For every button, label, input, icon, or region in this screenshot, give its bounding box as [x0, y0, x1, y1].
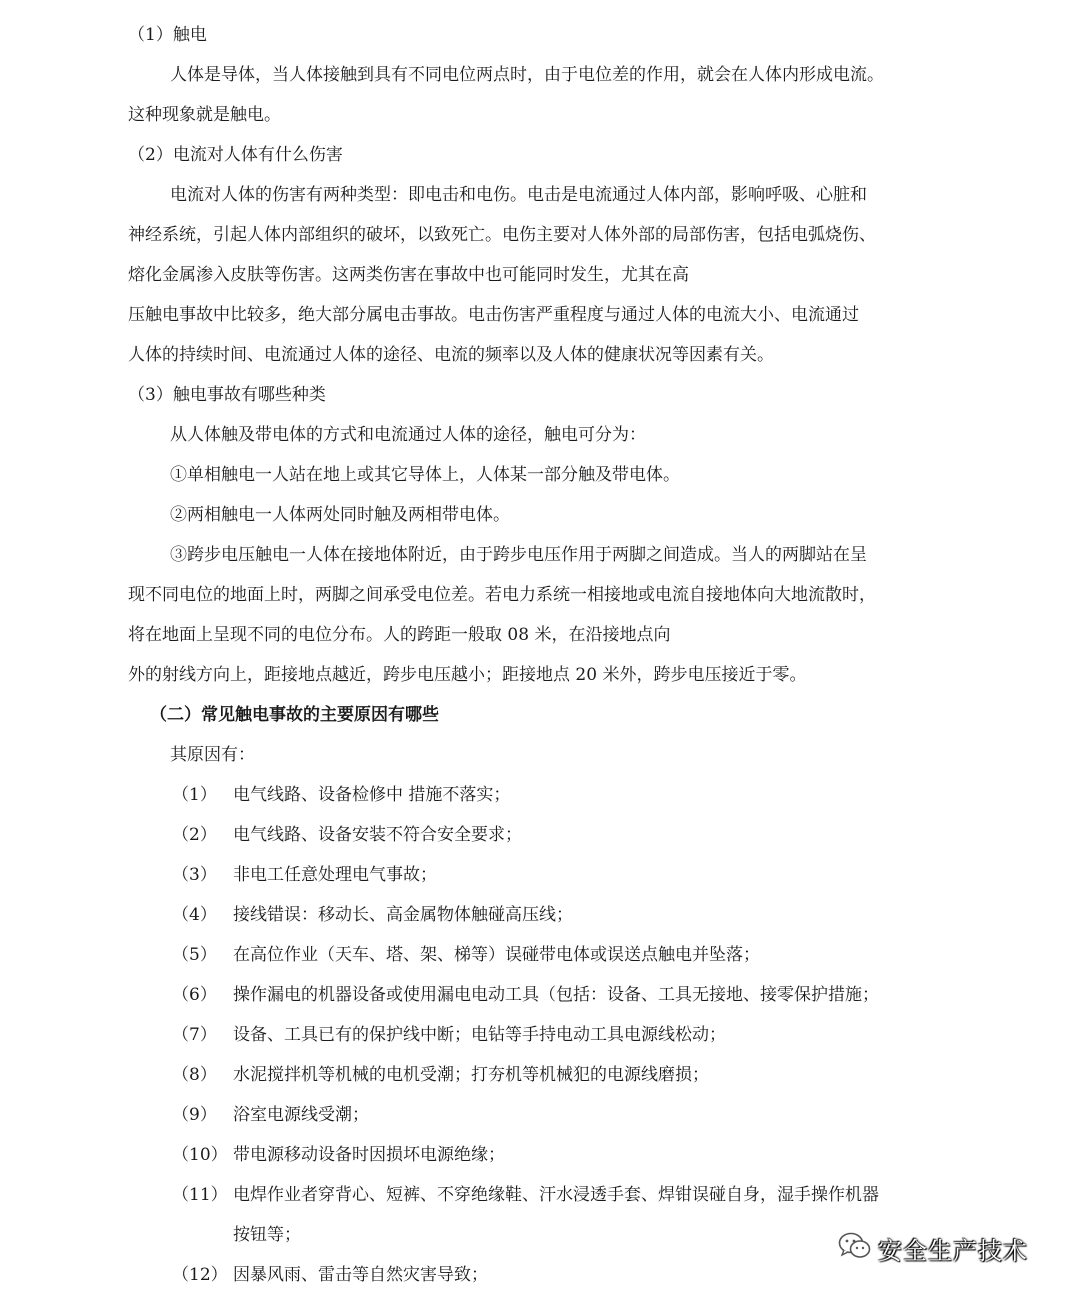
paragraph-line: 电流对人体的伤害有两种类型：即电击和电伤。电击是电流通过人体内部，影响呼吸、心脏和	[170, 185, 867, 205]
list-item-text: 电焊作业者穿背心、短裤、不穿绝缘鞋、汗水浸透手套、焊钳误碰自身，湿手操作机器	[233, 1185, 879, 1205]
list-item-text: 因暴风雨、雷击等自然灾害导致；	[233, 1265, 488, 1285]
list-item-text: 带电源移动设备时因损坏电源绝缘；	[233, 1145, 505, 1165]
list-item-number: （7）	[172, 1025, 217, 1045]
list-item-number: （10）	[172, 1145, 228, 1165]
list-item-text: 浴室电源线受潮；	[233, 1105, 369, 1125]
heading-1-electric-shock: （1）触电	[128, 25, 207, 45]
list-item-text: 电气线路、设备检修中 措施不落实；	[233, 785, 511, 805]
paragraph-line: 神经系统，引起人体内部组织的破坏，以致死亡。电伤主要对人体外部的局部伤害，包括电弧烧伤、	[128, 225, 876, 245]
paragraph-line: ②两相触电一人体两处同时触及两相带电体。	[170, 505, 510, 525]
list-item-number: （2）	[172, 825, 217, 845]
paragraph-line: 将在地面上呈现不同的电位分布。人的跨距一般取 08 米，在沿接地点向	[128, 625, 671, 645]
list-item-text: 接线错误：移动长、高金属物体触碰高压线；	[233, 905, 573, 925]
list-item-text: 水泥搅拌机等机械的电机受潮；打夯机等机械犯的电源线磨损；	[233, 1065, 709, 1085]
list-item-number: （5）	[172, 945, 217, 965]
list-item-text: 电气线路、设备安装不符合安全要求；	[233, 825, 522, 845]
list-item-number: （8）	[172, 1065, 217, 1085]
list-item-text: 设备、工具已有的保护线中断；电钻等手持电动工具电源线松动；	[233, 1025, 726, 1045]
paragraph-line: 人体是导体，当人体接触到具有不同电位两点时，由于电位差的作用，就会在人体内形成电流。	[170, 65, 884, 85]
list-item-text: 在高位作业（天车、塔、架、梯等）误碰带电体或误送点触电并坠落；	[233, 945, 760, 965]
paragraph-line: 其原因有：	[170, 745, 255, 765]
list-item-text: 非电工任意处理电气事故；	[233, 865, 437, 885]
list-item-number: （12）	[172, 1265, 228, 1285]
paragraph-line: 这种现象就是触电。	[128, 105, 281, 125]
wechat-logo-icon	[838, 1231, 872, 1266]
list-item-number: （9）	[172, 1105, 217, 1125]
paragraph-line: ①单相触电一人站在地上或其它导体上，人体某一部分触及带电体。	[170, 465, 680, 485]
list-item-text: 操作漏电的机器设备或使用漏电电动工具（包括：设备、工具无接地、接零保护措施；	[233, 985, 879, 1005]
list-item-number: （11）	[172, 1185, 228, 1205]
list-item-number: （1）	[172, 785, 217, 805]
paragraph-line: ③跨步电压触电一人体在接地体附近，由于跨步电压作用于两脚之间造成。当人的两脚站在呈	[170, 545, 867, 565]
paragraph-line: 压触电事故中比较多，绝大部分属电击事故。电击伤害严重程度与通过人体的电流大小、电流通过	[128, 305, 859, 325]
watermark-text: 安全生产技术	[878, 1236, 1028, 1265]
section-heading-causes: （二）常见触电事故的主要原因有哪些	[150, 705, 439, 725]
heading-3-shock-types: （3）触电事故有哪些种类	[128, 385, 326, 405]
heading-2-current-harm: （2）电流对人体有什么伤害	[128, 145, 343, 165]
paragraph-line: 外的射线方向上，距接地点越近，跨步电压越小；距接地点 20 米外，跨步电压接近于零。	[128, 665, 807, 685]
list-item-number: （3）	[172, 865, 217, 885]
list-item-number: （4）	[172, 905, 217, 925]
paragraph-line: 熔化金属渗入皮肤等伤害。这两类伤害在事故中也可能同时发生，尤其在高	[128, 265, 689, 285]
watermark	[838, 1226, 1058, 1270]
paragraph-line: 现不同电位的地面上时，两脚之间承受电位差。若电力系统一相接地或电流自接地体向大地流散时，	[128, 585, 876, 605]
list-item-text-continuation: 按钮等；	[233, 1225, 301, 1245]
paragraph-line: 从人体触及带电体的方式和电流通过人体的途径，触电可分为：	[170, 425, 646, 445]
paragraph-line: 人体的持续时间、电流通过人体的途径、电流的频率以及人体的健康状况等因素有关。	[128, 345, 774, 365]
list-item-number: （6）	[172, 985, 217, 1005]
